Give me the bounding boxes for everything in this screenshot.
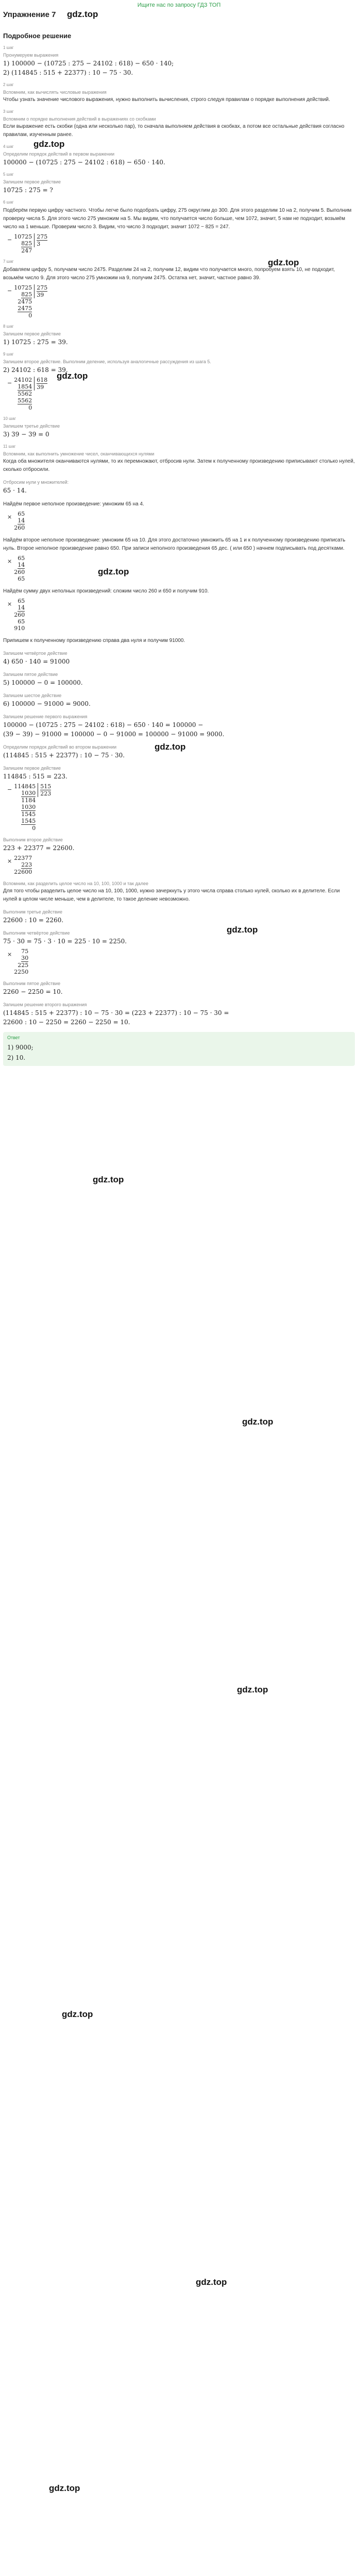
solution-step [3, 650, 355, 666]
solution-step [3, 765, 355, 832]
watermark: gdz.top [93, 1175, 124, 1184]
long-division [7, 233, 355, 254]
step-number: 6 шаг [3, 200, 14, 205]
step-hint: Запишем второе действие. Выполним деление, используя аналогичные рассуждения из шага 5. [3, 359, 211, 364]
watermark: gdz.top [49, 2483, 80, 2493]
column-multiplication [7, 555, 355, 582]
math-line: 100000 − (10725 : 275 − 24102 : 618) − 650 · 140. [3, 159, 165, 166]
watermark: gdz.top [227, 925, 258, 935]
times-sign: × [7, 558, 12, 565]
column-multiplication [7, 855, 355, 875]
solution-step [3, 714, 355, 739]
step-hint: Запишем первое действие [3, 179, 61, 184]
solution-step [3, 259, 355, 319]
watermark: gdz.top [57, 371, 88, 381]
solution-step [3, 500, 355, 531]
solution-step [3, 744, 355, 760]
step-hint: Вспомним о порядке выполнения действий в выражениях со скобками [3, 116, 156, 122]
step-number: 8 шаг [3, 324, 14, 329]
top-link[interactable]: Ищите нас по запросу ГДЗ ТОП [137, 2, 221, 8]
math-line: (114845 : 515 + 22377) : 10 − 75 · 30. [3, 752, 125, 759]
page-title: Упражнение 7 [3, 10, 56, 19]
multiplication-row: 65 [18, 575, 25, 582]
step-hint: Запишем третье действие [3, 423, 60, 429]
multiplication-row: 225 [18, 962, 29, 969]
math-line: 2) 24102 : 618 = 39. [3, 366, 68, 374]
divisor-column [34, 233, 47, 247]
quotient: 39 [37, 291, 47, 298]
solution-step [3, 980, 355, 996]
division-row: 2475 [18, 298, 32, 305]
step-text: Для того чтобы разделить целое число на 10, 100, 1000, нужно зачеркнуть у этого числа справа столько нулей, сколько их в делителе. Если нулей в целом числе меньше, чем в делителе, то такое деление невозможно. [3, 888, 340, 902]
math-line: 10725 : 275 = ? [3, 187, 53, 194]
multiplication-column [14, 555, 25, 582]
multiplication-row: 14 [18, 517, 25, 524]
column-multiplication [7, 948, 355, 975]
multiplication-row: 14 [18, 604, 25, 611]
section-title: Подробное решение [3, 32, 72, 40]
divisor: 515 [40, 783, 52, 790]
dividend-column [14, 284, 34, 319]
division-row: 1545 [21, 818, 36, 824]
solution-step [3, 45, 355, 77]
solution-step [3, 200, 355, 254]
step-number: 7 шаг [3, 259, 14, 264]
solution-step [3, 172, 355, 195]
step-hint: Выполним пятое действие [3, 981, 61, 986]
math-line: 5) 100000 − 0 = 100000. [3, 679, 83, 686]
multiplication-column [14, 598, 25, 632]
solution-step [3, 692, 355, 708]
division-row: 5562 [18, 391, 32, 397]
step-hint: Пронумеруем выражения [3, 53, 59, 58]
step-hint: Вспомним, как выполнить умножение чисел, оканчивающихся нулями [3, 451, 155, 456]
solution-step [3, 479, 355, 495]
multiplication-row: 65 [18, 555, 25, 562]
divisor-column [38, 783, 51, 797]
long-division [7, 284, 355, 319]
long-division [7, 783, 355, 832]
multiplication-row: 260 [14, 612, 25, 618]
division-row: 1545 [21, 811, 36, 818]
multiplication-row: 2250 [14, 969, 29, 975]
step-hint: Запишем первое действие [3, 766, 61, 771]
step-number: 9 шаг [3, 352, 14, 357]
minus-sign: − [7, 380, 12, 386]
times-sign: × [7, 514, 12, 520]
math-line: 114845 : 515 = 223. [3, 773, 67, 780]
division-row: 1184 [21, 797, 36, 804]
math-line: 2260 − 2250 = 10. [3, 988, 63, 995]
division-row: 1854 [18, 383, 32, 390]
math-line: (39 − 39) − 91000 = 100000 − 0 − 91000 = 100000 − 91000 = 9000. [3, 731, 225, 738]
solution-content [3, 45, 355, 1066]
multiplication-row: 65 [18, 598, 25, 604]
division-row: 0 [32, 825, 36, 832]
minus-sign: − [7, 236, 12, 243]
step-text: Найдём сумму двух неполных произведений: сложим число 260 и 650 и получим 910. [3, 588, 209, 594]
column-multiplication [7, 511, 355, 531]
step-hint: Отбросим нули у множителей: [3, 480, 69, 485]
math-line: 3) 39 − 39 = 0 [3, 431, 49, 438]
dividend-column [14, 377, 34, 411]
divisor: 275 [37, 284, 48, 291]
math-line: 4) 650 · 140 = 91000 [3, 658, 70, 665]
step-number: 10 шаг [3, 416, 16, 421]
step-text: Найдём первое неполное произведение: умножим 65 на 4. [3, 501, 144, 507]
solution-step [3, 444, 355, 474]
times-sign: × [7, 858, 12, 865]
math-line: 65 · 14. [3, 487, 27, 494]
divisor-column [34, 377, 47, 391]
minus-sign: − [7, 287, 12, 294]
step-number: 1 шаг [3, 45, 14, 50]
watermark: gdz.top [196, 2277, 227, 2287]
multiplication-row: 65 [18, 511, 25, 517]
step-hint: Вспомним, как разделить целое число на 10, 100, 1000 и так далее [3, 881, 148, 886]
watermark: gdz.top [67, 9, 98, 19]
division-row: 24102 [14, 377, 32, 383]
division-row: 0 [28, 404, 32, 411]
step-hint: Запишем первое действие [3, 331, 61, 336]
multiplication-row: 14 [18, 562, 25, 568]
solution-step [3, 637, 355, 645]
division-row: 5562 [18, 397, 32, 404]
step-hint: Выполним четвёртое действие [3, 930, 70, 936]
math-line: 1) 10725 : 275 = 39. [3, 338, 68, 346]
watermark: gdz.top [33, 139, 65, 149]
answer-line: 1) 9000; [7, 1044, 33, 1051]
solution-step [3, 109, 355, 139]
multiplication-column [14, 855, 32, 875]
step-text: Если выражение есть скобки (одна или несколько пар), то сначала выполняем действия в скобках, а потом все остальные действия согласно правилам, изученным ранее. [3, 124, 345, 138]
math-line: 75 · 30 = 75 · 3 · 10 = 225 · 10 = 2250. [3, 938, 127, 945]
math-line: 1) 100000 − (10725 : 275 − 24102 : 618) − 650 · 140; [3, 60, 174, 67]
solution-step [3, 352, 355, 411]
division-row: 10725 [14, 233, 32, 240]
solution-step [3, 82, 355, 104]
step-text: Подберём первую цифру частного. Чтобы легче было подобрать цифру, 275 округлим до 300. Для этого разделим 10 на 2, получим 5. Выполним проверку числа 5. Для этого число 275 умножим на 5. Мы видим, что получается число больше, чем 1072, значит, 5 нам не подходит, возьмём число на 1 меньше. Проверим число 3. Видим, что число 3 подходит, значит 1072 − 825 = 247. [3, 208, 352, 230]
solution-step [3, 880, 355, 904]
step-text: Добавляем цифру 5, получаем число 2475. Разделим 24 на 2, получим 12, видим что получается много, попробуем взять 10, не подходит, возьмём число 9. Для этого число 275 умножим на 9, получим 2475. Остатка нет, значит, частное равно 39. [3, 267, 335, 281]
solution-step [3, 837, 355, 875]
multiplication-row: 223 [21, 861, 32, 868]
watermark: gdz.top [242, 1417, 274, 1427]
quotient: 223 [40, 790, 52, 797]
answer-line: 2) 10. [7, 1054, 26, 1061]
multiplication-row: 260 [14, 569, 25, 575]
divisor: 275 [37, 233, 48, 240]
division-row: 1030 [21, 790, 36, 796]
multiplication-row: 22600 [14, 869, 32, 875]
step-text: Когда оба множителя оканчиваются нулями, то их перемножают, отбросив нули. Затем к полученному произведению приписывают столько нулей, сколько отбросили. [3, 459, 355, 472]
solution-step [3, 144, 355, 167]
step-hint: Определим порядок действий во втором выражении [3, 744, 117, 750]
solution-step [3, 324, 355, 347]
minus-sign: − [7, 786, 12, 793]
step-number: 3 шаг [3, 109, 14, 114]
division-row: 10725 [14, 284, 32, 291]
divisor: 618 [37, 377, 48, 383]
solution-step [3, 930, 355, 975]
watermark: gdz.top [155, 742, 186, 752]
long-division [7, 377, 355, 411]
times-sign: × [7, 601, 12, 607]
step-hint: Запишем четвёртое действие [3, 651, 67, 656]
multiplication-column [14, 948, 28, 975]
multiplication-row: 910 [14, 625, 25, 632]
step-text: Найдём второе неполное произведение: умножим 65 на 10. Для этого достаточно умножить 65 на 1 и к полученному произведению приписать нуль. Второе неполное произведение равно 650. При записи неполного произведения 65 дес. ( или 650 ) начнем подписывать под десятками. [3, 537, 346, 551]
division-row: 825 [21, 291, 32, 298]
multiplication-row: 75 [21, 948, 29, 955]
math-line: 22600 : 10 = 2260. [3, 917, 64, 924]
quotient: 39 [37, 383, 47, 391]
multiplication-row: 22377 [14, 855, 32, 861]
watermark: gdz.top [268, 258, 299, 267]
solution-step [3, 1002, 355, 1027]
solution-step [3, 909, 355, 925]
math-line: (114845 : 515 + 22377) : 10 − 75 · 30 = (223 + 22377) : 10 − 75 · 30 = [3, 1009, 229, 1016]
solution-step [3, 416, 355, 439]
dividend-column [14, 233, 34, 254]
column-multiplication [7, 598, 355, 632]
dividend-column [14, 783, 38, 832]
math-line: 6) 100000 − 91000 = 9000. [3, 700, 91, 707]
watermark: gdz.top [62, 2009, 93, 2019]
division-row: 825 [21, 240, 32, 247]
times-sign: × [7, 951, 12, 958]
step-number: 2 шаг [3, 82, 14, 87]
answer-label: Ответ [7, 1035, 20, 1040]
multiplication-column [14, 511, 25, 531]
step-hint: Выполним второе действие [3, 837, 63, 842]
step-hint: Выполним третье действие [3, 909, 62, 914]
multiplication-row: 65 [18, 618, 25, 625]
solution-step [3, 536, 355, 582]
step-text: Припишем к полученному произведению справа два нуля и получим 91000. [3, 638, 185, 643]
math-line: 223 + 22377 = 22600. [3, 844, 75, 852]
step-number: 4 шаг [3, 144, 14, 149]
watermark: gdz.top [98, 567, 129, 577]
watermark: gdz.top [237, 1685, 268, 1694]
step-text: Чтобы узнать значение числового выражения, нужно выполнить вычисления, строго следуя правилам о порядке выполнения действий. [3, 97, 330, 103]
step-hint: Запишем решение первого выражения [3, 714, 88, 719]
math-line: 100000 − (10725 : 275 − 24102 : 618) − 650 · 140 = 100000 − [3, 721, 203, 728]
step-number: 11 шаг [3, 444, 16, 449]
math-line: 2) (114845 : 515 + 22377) : 10 − 75 · 30. [3, 69, 133, 76]
multiplication-row: 30 [21, 955, 29, 961]
solution-step [3, 671, 355, 687]
step-hint: Запишем шестое действие [3, 693, 62, 698]
math-line: 22600 : 10 − 2250 = 2260 − 2250 = 10. [3, 1019, 130, 1026]
division-row: 0 [28, 312, 32, 319]
divisor-column [34, 284, 47, 298]
solution-step [3, 587, 355, 632]
division-row: 114845 [14, 783, 36, 790]
division-row: 247 [21, 247, 32, 254]
division-row: 2475 [18, 305, 32, 312]
step-number: 5 шаг [3, 172, 14, 177]
step-hint: Запишем пятое действие [3, 672, 58, 677]
step-hint: Вспомним, как вычислять числовые выражения [3, 90, 107, 95]
quotient: 3 [37, 240, 47, 247]
step-hint: Определим порядок действий в первом выражении [3, 151, 115, 157]
step-hint: Запишем решение второго выражения [3, 1002, 87, 1007]
multiplication-row: 260 [14, 524, 25, 531]
answer-box [3, 1032, 355, 1066]
division-row: 1030 [21, 804, 36, 810]
